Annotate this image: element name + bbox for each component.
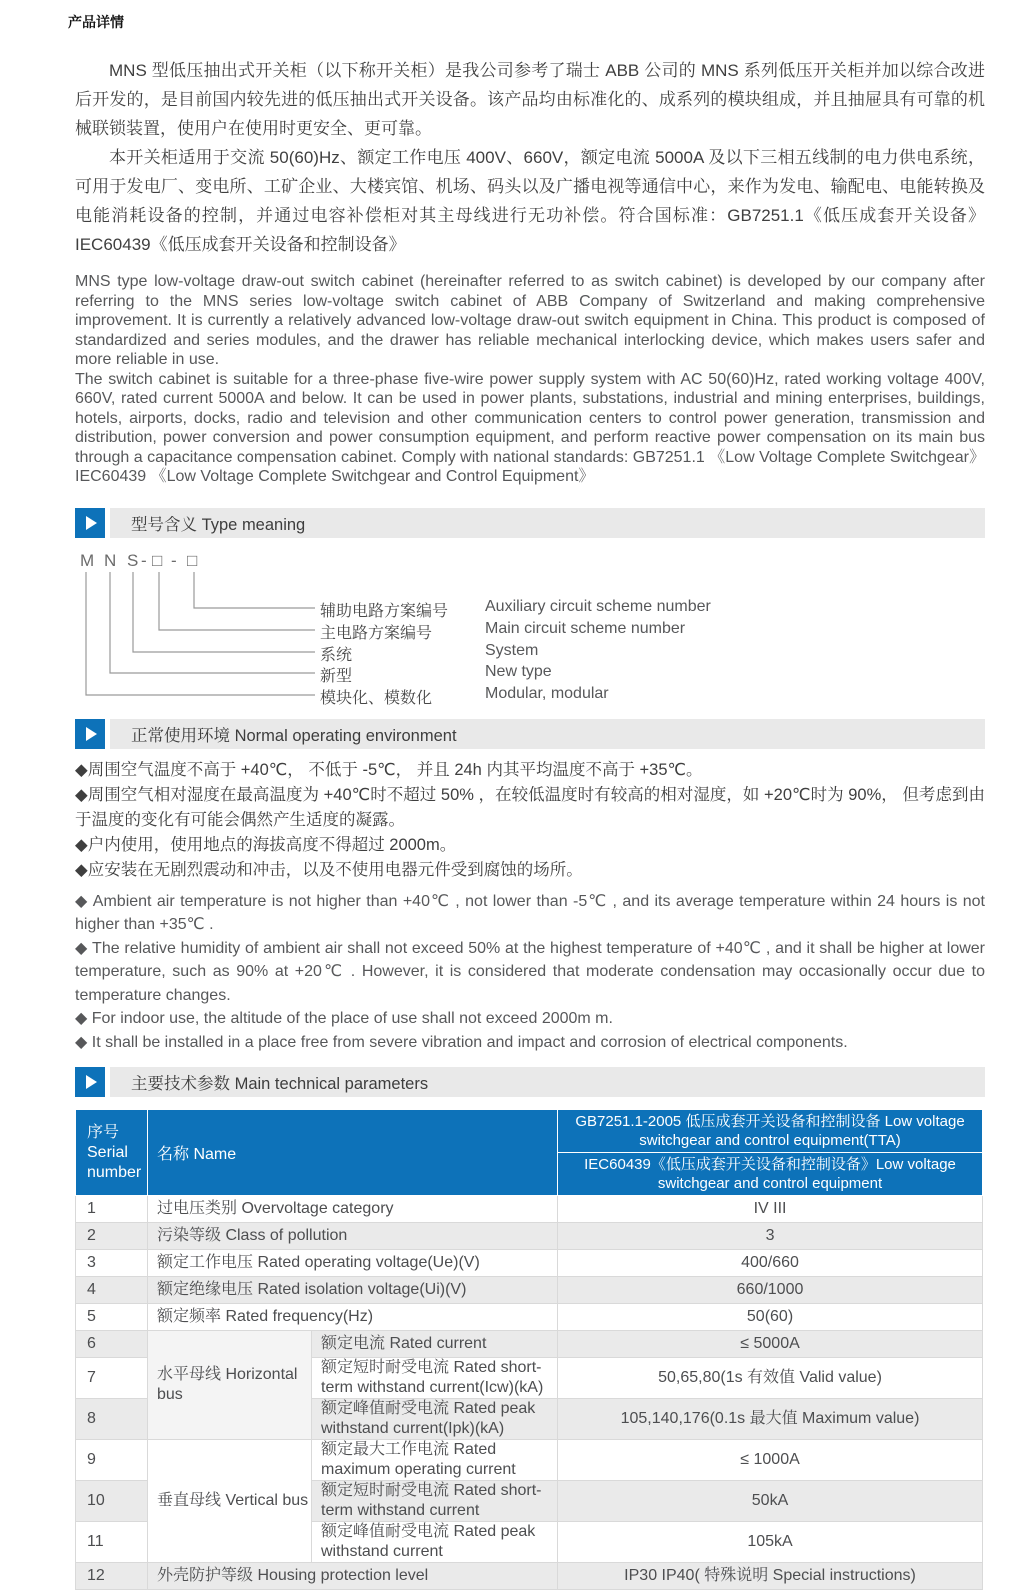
serial-cell: 1 bbox=[76, 1196, 148, 1223]
model-code-char: □ bbox=[187, 550, 198, 570]
value-cell: 50,65,80(1s 有效值 Valid value) bbox=[558, 1358, 983, 1399]
label-en: System bbox=[485, 641, 539, 659]
value-cell: 400/660 bbox=[558, 1250, 983, 1277]
value-cell: 50(60) bbox=[558, 1304, 983, 1331]
table-row bbox=[76, 1196, 983, 1223]
name-cell: 额定电流 Rated current bbox=[312, 1331, 558, 1358]
table-row bbox=[76, 1277, 983, 1304]
label-en: Modular, modular bbox=[485, 684, 609, 702]
serial-cell: 11 bbox=[76, 1522, 148, 1563]
model-code-char: □ bbox=[152, 550, 163, 570]
environment-bullets-cn bbox=[75, 758, 985, 883]
model-code-diagram bbox=[75, 551, 985, 719]
serial-cell: 9 bbox=[76, 1440, 148, 1481]
type-meaning-row bbox=[320, 642, 538, 665]
label-cn: 系统 bbox=[320, 646, 353, 664]
group-cell-vertical-bus: 垂直母线 Vertical bus bbox=[148, 1440, 312, 1563]
model-code-char: - bbox=[171, 550, 177, 570]
env-bullet-cn: ◆应安装在无剧烈震动和冲击，以及不使用电器元件受到腐蚀的场所。 bbox=[75, 860, 583, 879]
name-cell: 额定频率 Rated frequency(Hz) bbox=[148, 1304, 558, 1331]
name-cell: 额定最大工作电流 Rated maximum operating current bbox=[312, 1440, 558, 1481]
intro-paragraph-en-1: MNS type low-voltage draw-out switch cabinet (hereinafter referred to as switch cabinet) is developed by our company after referring to the MNS series low-voltage switch cabinet of ABB Company of Switzerland and making comprehensive improvement. It is currently a relatively advanced low-voltage draw-out switch equipment in China. This product is composed of standardized and series modules, and the drawer has reliable mechanical interlocking device, which makes users safer and more reliable in use. bbox=[75, 273, 985, 368]
section-title-type-meaning: 型号含义 Type meaning bbox=[110, 508, 985, 538]
serial-cell: 10 bbox=[76, 1481, 148, 1522]
play-arrow-icon bbox=[86, 1075, 97, 1089]
serial-cell: 3 bbox=[76, 1250, 148, 1277]
value-cell: 3 bbox=[558, 1223, 983, 1250]
section-header-type-meaning bbox=[75, 508, 985, 538]
section-icon-box bbox=[75, 508, 105, 538]
value-cell: IV III bbox=[558, 1196, 983, 1223]
group-cell-horizontal-bus: 水平母线 Horizontal bus bbox=[148, 1331, 312, 1440]
value-cell: 660/1000 bbox=[558, 1277, 983, 1304]
serial-cell: 4 bbox=[76, 1277, 148, 1304]
label-cn: 模块化、模数化 bbox=[320, 689, 433, 707]
type-meaning-row bbox=[320, 685, 609, 708]
name-cell: 额定峰值耐受电流 Rated peak withstand current bbox=[312, 1522, 558, 1563]
env-bullet-cn: ◆户内使用，使用地点的海拔高度不得超过 2000m。 bbox=[75, 835, 457, 854]
section-header-environment bbox=[75, 719, 985, 749]
serial-cell: 12 bbox=[76, 1563, 148, 1590]
value-cell: 50kA bbox=[558, 1481, 983, 1522]
intro-paragraph-cn-1: MNS 型低压抽出式开关柜（以下称开关柜）是我公司参考了瑞士 ABB 公司的 MNS 系列低压开关柜并加以综合改进后开发的，是目前国内较先进的低压抽出式开关设备。该产品均由标准化的、成系列的模块组成，并且抽屉具有可靠的机械联锁装置，使用户在使用时更安全、更可靠。 bbox=[75, 61, 985, 138]
env-bullet-en: ◆ Ambient air temperature is not higher than +40℃ , not lower than -5℃ , and its average temperature within 24 hours is not higher than +35℃ . bbox=[75, 892, 985, 933]
table-header-row bbox=[76, 1110, 983, 1153]
env-bullet-cn: ◆周围空气温度不高于 +40℃， 不低于 -5℃， 并且 24h 内其平均温度不高于 +35℃。 bbox=[75, 760, 703, 779]
value-cell: 105,140,176(0.1s 最大值 Maximum value) bbox=[558, 1399, 983, 1440]
serial-cell: 6 bbox=[76, 1331, 148, 1358]
intro-paragraph-cn-2: 本开关柜适用于交流 50(60)Hz、额定工作电压 400V、660V，额定电流 5000A 及以下三相五线制的电力供电系统，可用于发电厂、变电所、工矿企业、大楼宾馆、机场、码头以及广播电视等通信中心，来作为发电、输配电、电能转换及电能消耗设备的控制，并通过电容补偿柜对其主母线进行无功补偿。符合国标准：GB7251.1《低压成套开关设备》IEC60439《低压成套开关设备和控制设备》 bbox=[75, 148, 985, 254]
name-cell: 额定峰值耐受电流 Rated peak withstand current(Ipk)(kA) bbox=[312, 1399, 558, 1440]
name-cell: 额定短时耐受电流 Rated short-term withstand current(Icw)(kA) bbox=[312, 1358, 558, 1399]
section-title-environment: 正常使用环境 Normal operating environment bbox=[110, 719, 985, 749]
intro-paragraph-en-2: The switch cabinet is suitable for a three-phase five-wire power supply system with AC 50(60)Hz, rated working voltage 400V, 660V, rated current 5000A and below. It can be used in power plants, substations, industrial and mining enterprises, buildings, hotels, airports, docks, radio and television and other communication centers to control power generation, transmission and distribution, power conversion and power consumption equipment, and perform reactive power compensation on its main bus through a capacitance compensation cabinet. Comply with national standards: GB7251.1 《Low Voltage Complete Switchgear》 IEC60439 《Low Voltage Complete Switchgear and Control Equipment》 bbox=[75, 370, 986, 485]
name-cell: 额定绝缘电压 Rated isolation voltage(Ui)(V) bbox=[148, 1277, 558, 1304]
play-arrow-icon bbox=[86, 727, 97, 741]
value-cell: ≤ 5000A bbox=[558, 1331, 983, 1358]
table-row bbox=[76, 1440, 983, 1481]
page-title: 产品详情 bbox=[68, 14, 124, 30]
environment-bullets-en bbox=[75, 890, 985, 1055]
name-cell: 额定短时耐受电流 Rated short-term withstand current bbox=[312, 1481, 558, 1522]
label-cn: 辅助电路方案编号 bbox=[320, 602, 449, 620]
header-standard-iec: IEC60439《低压成套开关设备和控制设备》Low voltage switchgear and control equipment bbox=[558, 1153, 983, 1196]
env-bullet-en: ◆ For indoor use, the altitude of the place of use shall not exceed 2000m m. bbox=[75, 1010, 613, 1027]
header-standard-gb: GB7251.1-2005 低压成套开关设备和控制设备 Low voltage switchgear and control equipment(TTA) bbox=[558, 1110, 983, 1153]
section-header-parameters bbox=[75, 1067, 985, 1097]
table-row bbox=[76, 1223, 983, 1250]
parameters-table bbox=[75, 1109, 983, 1590]
label-en: Main circuit scheme number bbox=[485, 619, 686, 637]
type-meaning-row bbox=[320, 663, 552, 686]
value-cell: 105kA bbox=[558, 1522, 983, 1563]
env-bullet-en: ◆ It shall be installed in a place free from severe vibration and impact and corrosion of electrical components. bbox=[75, 1033, 848, 1051]
table-row bbox=[76, 1563, 983, 1590]
table-row bbox=[76, 1304, 983, 1331]
table-row bbox=[76, 1250, 983, 1277]
serial-cell: 2 bbox=[76, 1223, 148, 1250]
label-en: Auxiliary circuit scheme number bbox=[485, 597, 711, 615]
label-cn: 新型 bbox=[320, 667, 353, 685]
section-title-parameters: 主要技术参数 Main technical parameters bbox=[110, 1067, 985, 1097]
play-arrow-icon bbox=[86, 516, 97, 530]
name-cell: 额定工作电压 Rated operating voltage(Ue)(V) bbox=[148, 1250, 558, 1277]
serial-cell: 5 bbox=[76, 1304, 148, 1331]
header-name: 名称 Name bbox=[148, 1110, 558, 1196]
serial-cell: 7 bbox=[76, 1358, 148, 1399]
model-code-char: N bbox=[104, 550, 117, 570]
value-cell: IP30 IP40( 特殊说明 Special instructions) bbox=[558, 1563, 983, 1590]
section-icon-box bbox=[75, 1067, 105, 1097]
content-column bbox=[68, 0, 986, 1590]
table-row bbox=[76, 1331, 983, 1358]
name-cell: 过电压类别 Overvoltage category bbox=[148, 1196, 558, 1223]
label-cn: 主电路方案编号 bbox=[320, 624, 433, 642]
model-code-char: M bbox=[80, 550, 95, 570]
type-meaning-row bbox=[320, 598, 711, 621]
section-icon-box bbox=[75, 719, 105, 749]
value-cell: ≤ 1000A bbox=[558, 1440, 983, 1481]
env-bullet-cn: ◆周围空气相对湿度在最高温度为 +40℃时不超过 50% ，在较低温度时有较高的相对湿度，如 +20℃时为 90%， 但考虑到由于温度的变化有可能会偶然产生适度的凝露。 bbox=[75, 785, 985, 829]
diagram-connector-lines bbox=[75, 572, 335, 702]
model-code-char: S bbox=[127, 550, 139, 570]
env-bullet-en: ◆ The relative humidity of ambient air shall not exceed 50% at the highest temperature of +40℃ , and it shall be higher at lower temperature, such as 90% at +20℃ . However, it is considered that moderate condensation may occasionally occur due to temperature changes. bbox=[75, 939, 985, 1004]
type-meaning-row bbox=[320, 620, 685, 643]
model-code-char: - bbox=[141, 550, 147, 570]
label-en: New type bbox=[485, 662, 552, 680]
serial-cell: 8 bbox=[76, 1399, 148, 1440]
header-serial: 序号 Serial number bbox=[76, 1110, 148, 1196]
name-cell: 外壳防护等级 Housing protection level bbox=[148, 1563, 558, 1590]
name-cell: 污染等级 Class of pollution bbox=[148, 1223, 558, 1250]
